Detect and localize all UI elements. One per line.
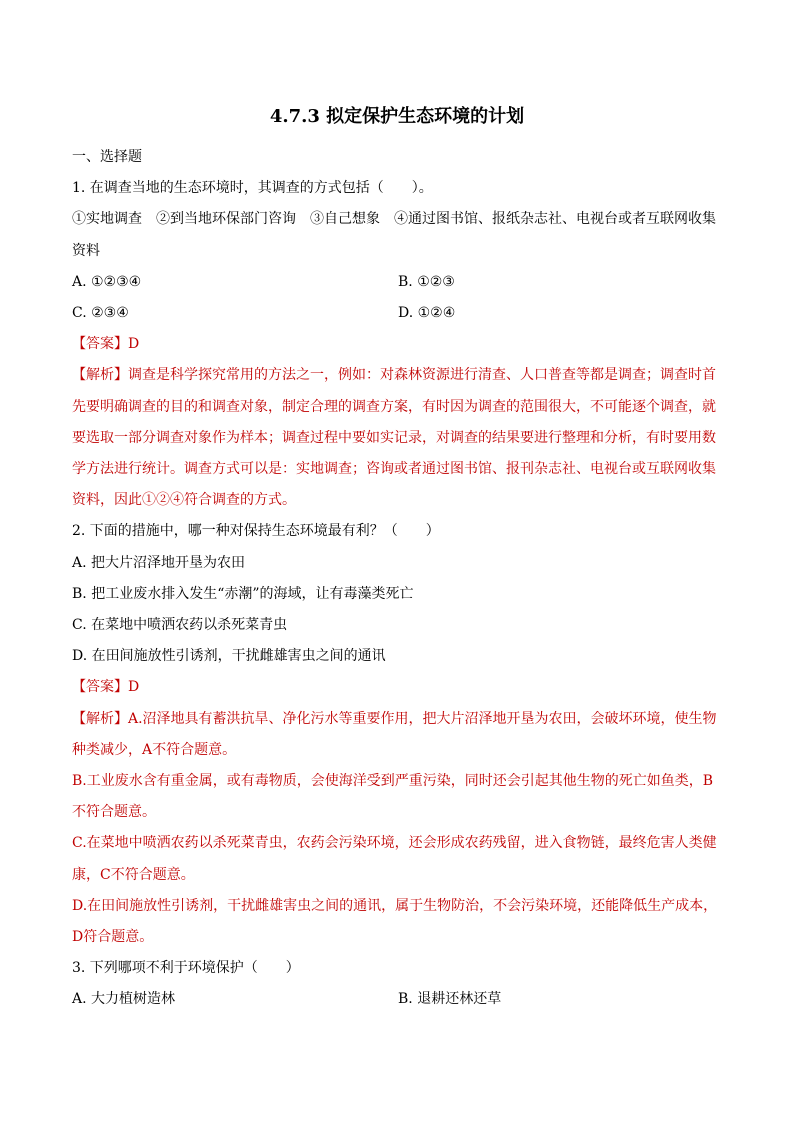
question-1-option-c: C. ②③④ [72, 305, 129, 322]
page-title: 4.7.3 拟定保护生态环境的计划 [269, 106, 525, 127]
question-2-option-d: D. 在田间施放性引诱剂，干扰雌雄害虫之间的通讯 [72, 648, 386, 665]
document-body [72, 142, 724, 1016]
answer-value: D [128, 336, 140, 353]
question-3-option-a: A. 大力植树造林 [72, 991, 176, 1008]
question-2-analysis-b: B.工业废水含有重金属，或有毒物质，会使海洋受到严重污染，同时还会引起其他生物的死亡如鱼类，B不符合题意。 [72, 773, 714, 821]
question-3-options-row-1 [72, 984, 724, 1015]
question-2-stem: 2. 下面的措施中，哪一种对保持生态环境最有利？（ ） [72, 523, 440, 540]
question-1-items-cont: 资料 [72, 242, 100, 259]
question-1-option-d: D. ①②④ [398, 305, 456, 322]
analysis-text-a: A.沼泽地具有蓄洪抗旱、净化污水等重要作用，把大片沼泽地开垦为农田，会破坏环境，使生物种类减少，A不符合题意。 [72, 710, 717, 758]
question-1-answer [72, 329, 724, 360]
question-1-options-row-1 [72, 267, 724, 298]
question-1-option-b: B. ①②③ [398, 273, 455, 290]
question-2-analysis-c: C.在菜地中喷洒农药以杀死菜青虫，农药会污染环境，还会形成农药残留，进入食物链，最终危害人类健康，C不符合题意。 [72, 835, 717, 883]
analysis-label: 【解析】 [72, 710, 128, 727]
answer-label: 【答案】 [72, 679, 128, 696]
section-heading: 一、选择题 [72, 149, 142, 165]
question-2-analysis-a [72, 704, 724, 766]
question-2-option-c: C. 在菜地中喷洒农药以杀死菜青虫 [72, 617, 288, 634]
question-2-option-a: A. 把大片沼泽地开垦为农田 [72, 554, 246, 571]
answer-label: 【答案】 [72, 336, 128, 353]
question-2-analysis-d: D.在田间施放性引诱剂，干扰雌雄害虫之间的通讯，属于生物防治，不会污染环境，还能降低生产成本，D符合题意。 [72, 897, 718, 946]
question-2-option-b: B. 把工业废水排入发生“赤潮”的海域，让有毒藻类死亡 [72, 585, 414, 602]
question-1-stem: 1. 在调查当地的生态环境时，其调查的方式包括（ ）。 [72, 180, 433, 197]
question-3-option-b: B. 退耕还林还草 [398, 991, 502, 1008]
question-1-options-row-2 [72, 298, 724, 329]
question-3-stem: 3. 下列哪项不利于环境保护（ ） [72, 960, 300, 977]
analysis-label: 【解析】 [72, 367, 128, 384]
question-2-answer [72, 672, 724, 703]
question-1-analysis [72, 360, 724, 516]
question-1-option-a: A. ①②③④ [72, 273, 142, 290]
question-1-items: ①实地调查 ②到当地环保部门咨询 ③自己想象 ④通过图书馆、报纸杂志社、电视台或者互联网收集 [72, 211, 716, 228]
answer-value: D [128, 679, 140, 696]
analysis-text: 调查是科学探究常用的方法之一，例如：对森林资源进行清查、人口普查等都是调查；调查时首先要明确调查的目的和调查对象，制定合理的调查方案，有时因为调查的范围很大，不可能逐个调查，就要选取一部分调查对象作为样本；调查过程中要如实记录，对调查的结果要进行整理和分析，有时要用数学方法进行统计。调查方式可以是：实地调查；咨询或者通过图书馆、报刊杂志社、电视台或互联网收集资料，因此①②④符合调查的方式。 [72, 367, 716, 509]
